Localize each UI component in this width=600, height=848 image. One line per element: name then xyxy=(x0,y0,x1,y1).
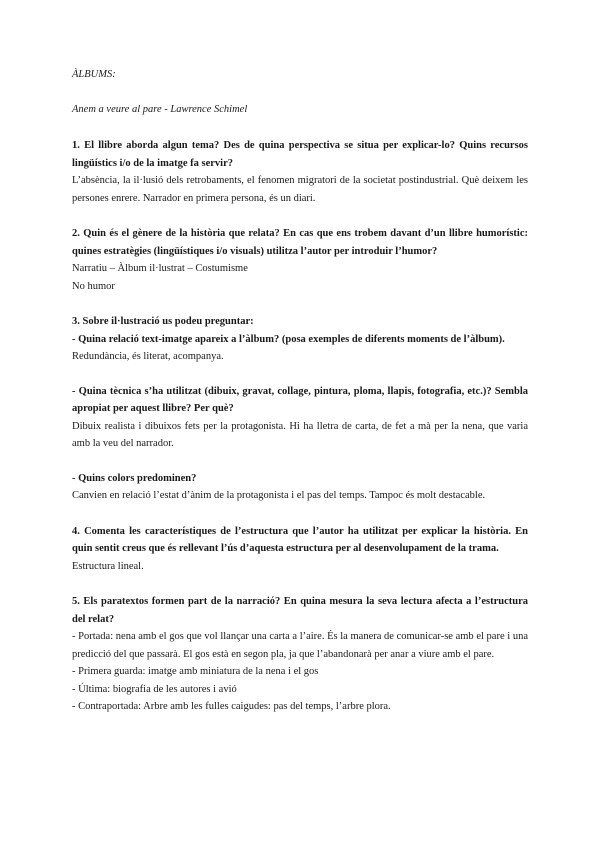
answer-5-back-cover: - Contraportada: Arbre amb les fulles caigudes: pas del temps, l’arbre plora. xyxy=(72,701,391,712)
document-heading: ÀLBUMS: xyxy=(72,69,116,80)
answer-5-last-endpaper: - Última: biografia de les autores i avió xyxy=(72,683,237,695)
answer-5-first-endpaper: - Primera guarda: imatge amb miniatura de la nena i el gos xyxy=(72,666,319,677)
question-3-text-image: - Quina relació text-imatge apareix a l’àlbum? (posa exemples de diferents moments de l’àlbum). xyxy=(72,333,505,345)
question-5-section xyxy=(72,593,528,716)
answer-2-genre: Narratiu – Àlbum il·lustrat – Costumisme xyxy=(72,263,248,274)
question-1: 1. El llibre aborda algun tema? Des de quina perspectiva se situa per explicar-lo? Quins recursos lingüístics i/o de la imatge fa servir? xyxy=(72,140,528,169)
answer-3-colors: Canvien en relació l’estat d’ànim de la protagonista i el pas del temps. Tampoc és molt destacable. xyxy=(72,490,486,501)
question-3-section xyxy=(72,313,528,505)
answer-3-text-image: Redundància, és literat, acompanya. xyxy=(72,351,224,362)
question-3-colors: - Quins colors predominen? xyxy=(72,472,197,484)
question-1-section xyxy=(72,137,528,207)
answer-4: Estructura lineal. xyxy=(72,560,144,572)
book-title: Anem a veure al pare - Lawrence Schimel xyxy=(72,104,248,115)
question-3-intro: 3. Sobre il·lustració us podeu preguntar: xyxy=(72,316,254,327)
question-5: 5. Els paratextos formen part de la narració? En quina mesura la seva lectura afecta a l’estructura del relat? xyxy=(72,596,528,625)
document-page xyxy=(72,66,528,716)
question-4: 4. Comenta les característiques de l’estructura que l’autor ha utilitzat per explicar la història. En quin sentit creus que és rellevant l’ús d’aquesta estructura per al desenvolupament de la trama. xyxy=(72,525,528,554)
question-2-section xyxy=(72,225,528,295)
question-3-technique: - Quina tècnica s’ha utilitzat (dibuix, gravat, collage, pintura, ploma, llapis, fotografia, etc.)? Sembla apropiat per aquest llibre? Per què? xyxy=(72,385,528,414)
question-4-section xyxy=(72,523,528,576)
answer-2-humor: No humor xyxy=(72,280,115,292)
answer-1: L’absència, la il·lusió dels retrobaments, el fenomen migratori de la societat postindustrial. Què deixem les persones enrere. Narrador en primera persona, és un diari. xyxy=(72,175,528,204)
answer-5-cover: - Portada: nena amb el gos que vol llançar una carta a l’aire. És la manera de comunicar-se amb el pare i una predicció del que passarà. El gos està en segon pla, ja que l’abandonarà per anar a viure amb el pare. xyxy=(72,631,528,660)
question-2: 2. Quin és el gènere de la història que relata? En cas que ens trobem davant d’un llibre humorístic: quines estratègies (lingüístiques i/o visuals) utilitza l’autor per introduir l’humor? xyxy=(72,228,528,257)
answer-3-technique: Dibuix realista i dibuixos fets per la protagonista. Hi ha lletra de carta, de fet a mà per la nena, que varia amb la veu del narrador. xyxy=(72,420,528,449)
